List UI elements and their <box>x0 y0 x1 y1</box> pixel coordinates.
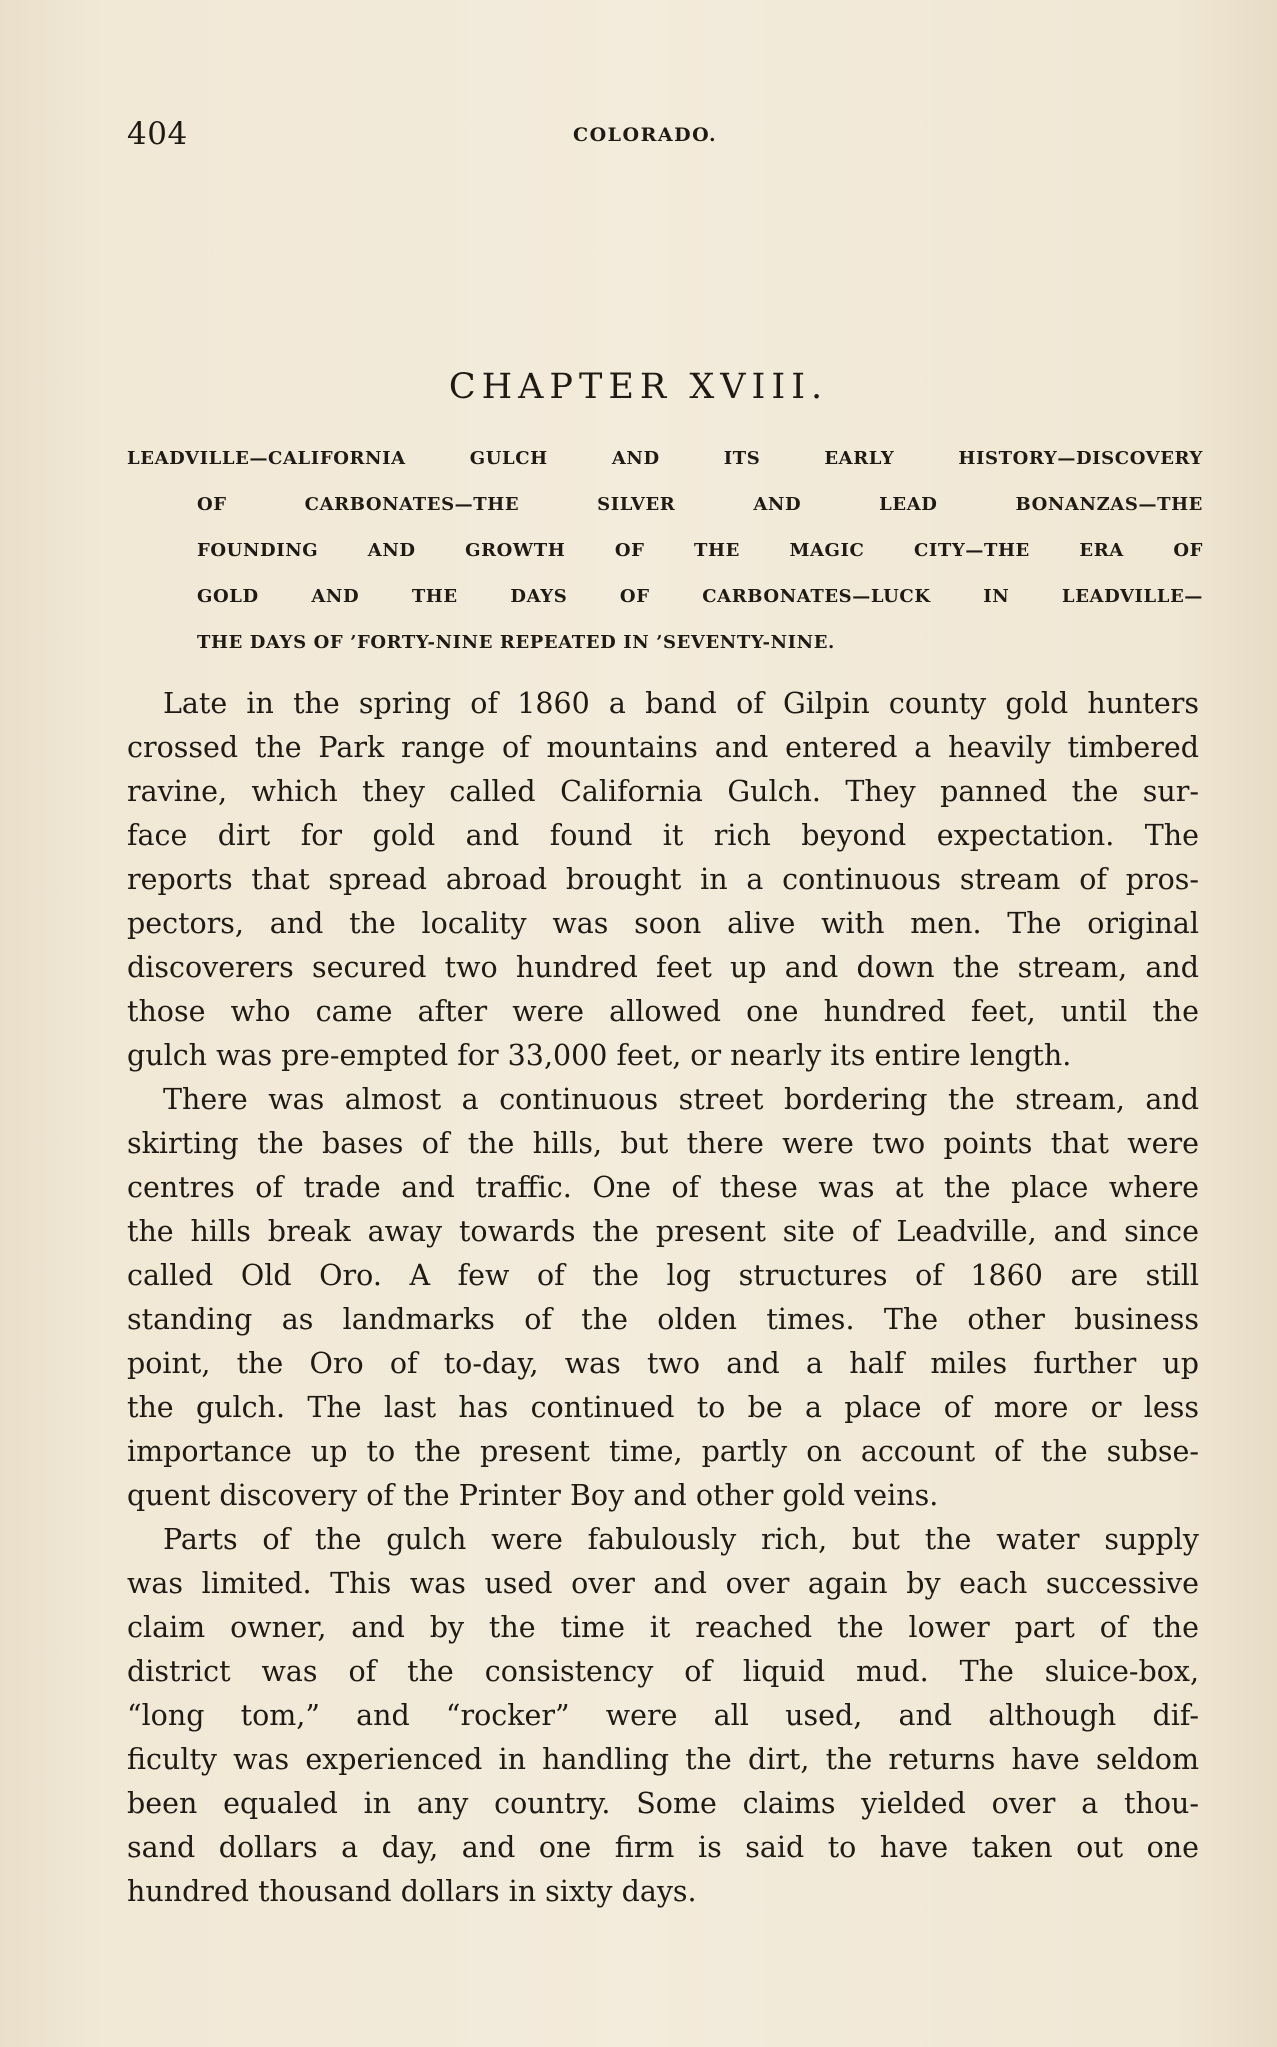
text-line: “long tom,” and “rocker” were all used, and although dif- <box>127 1699 1199 1732</box>
text-line: gulch was pre-empted for 33,000 feet, or nearly its entire length. <box>127 1039 1072 1072</box>
text-line: called Old Oro. A few of the log structures of 1860 are still <box>127 1259 1199 1292</box>
text-line: skirting the bases of the hills, but there were two points that were <box>127 1127 1199 1160</box>
text-line: face dirt for gold and found it rich beyond expectation. The <box>127 819 1199 852</box>
chapter-title: CHAPTER XVIII. <box>448 367 829 407</box>
text-line: reports that spread abroad brought in a continuous stream of pros- <box>127 863 1199 896</box>
text-line: was limited. This was used over and over again by each successive <box>127 1567 1199 1600</box>
text-line: been equaled in any country. Some claims yielded over a thou- <box>127 1787 1199 1820</box>
text-line: discoverers secured two hundred feet up and down the stream, and <box>127 951 1199 984</box>
text-line: hundred thousand dollars in sixty days. <box>127 1875 697 1908</box>
page-number: 404 <box>127 116 188 152</box>
text-line: point, the Oro of to-day, was two and a half miles further up <box>127 1347 1199 1380</box>
synopsis-line: OF CARBONATES—THE SILVER AND LEAD BONANZAS—THE <box>197 494 1203 515</box>
text-line: standing as landmarks of the olden times. The other business <box>127 1303 1199 1336</box>
text-line: sand dollars a day, and one firm is said to have taken out one <box>127 1831 1199 1864</box>
text-line: the gulch. The last has continued to be a place of more or less <box>127 1391 1199 1424</box>
text-line: pectors, and the locality was soon alive with men. The original <box>127 907 1199 940</box>
running-title: COLORADO. <box>573 124 718 146</box>
text-line: the hills break away towards the present site of Leadville, and since <box>127 1215 1199 1248</box>
text-line: claim owner, and by the time it reached the lower part of the <box>127 1611 1199 1644</box>
synopsis-line: FOUNDING AND GROWTH OF THE MAGIC CITY—THE ERA OF <box>197 540 1203 561</box>
synopsis-line: THE DAYS OF ’FORTY-NINE REPEATED IN ’SEVENTY-NINE. <box>197 632 835 653</box>
body-text <box>127 684 1199 1916</box>
text-line: There was almost a continuous street bordering the stream, and <box>163 1083 1199 1116</box>
text-line: ficulty was experienced in handling the dirt, the returns have seldom <box>127 1743 1199 1776</box>
text-line: Parts of the gulch were fabulously rich, but the water supply <box>163 1523 1199 1556</box>
synopsis-line: LEADVILLE—CALIFORNIA GULCH AND ITS EARLY HISTORY—DISCOVERY <box>127 448 1203 469</box>
running-head <box>127 116 1201 156</box>
text-line: district was of the consistency of liquid mud. The sluice-box, <box>127 1655 1199 1688</box>
text-line: ravine, which they called California Gulch. They panned the sur- <box>127 775 1199 808</box>
synopsis-line: GOLD AND THE DAYS OF CARBONATES—LUCK IN LEADVILLE— <box>197 586 1203 607</box>
text-line: Late in the spring of 1860 a band of Gilpin county gold hunters <box>163 687 1199 720</box>
text-line: crossed the Park range of mountains and entered a heavily timbered <box>127 731 1199 764</box>
text-line: quent discovery of the Printer Boy and other gold veins. <box>127 1479 939 1512</box>
text-line: those who came after were allowed one hundred feet, until the <box>127 995 1199 1028</box>
chapter-synopsis <box>127 447 1203 677</box>
text-line: importance up to the present time, partly on account of the subse- <box>127 1435 1199 1468</box>
text-line: centres of trade and traffic. One of these was at the place where <box>127 1171 1199 1204</box>
